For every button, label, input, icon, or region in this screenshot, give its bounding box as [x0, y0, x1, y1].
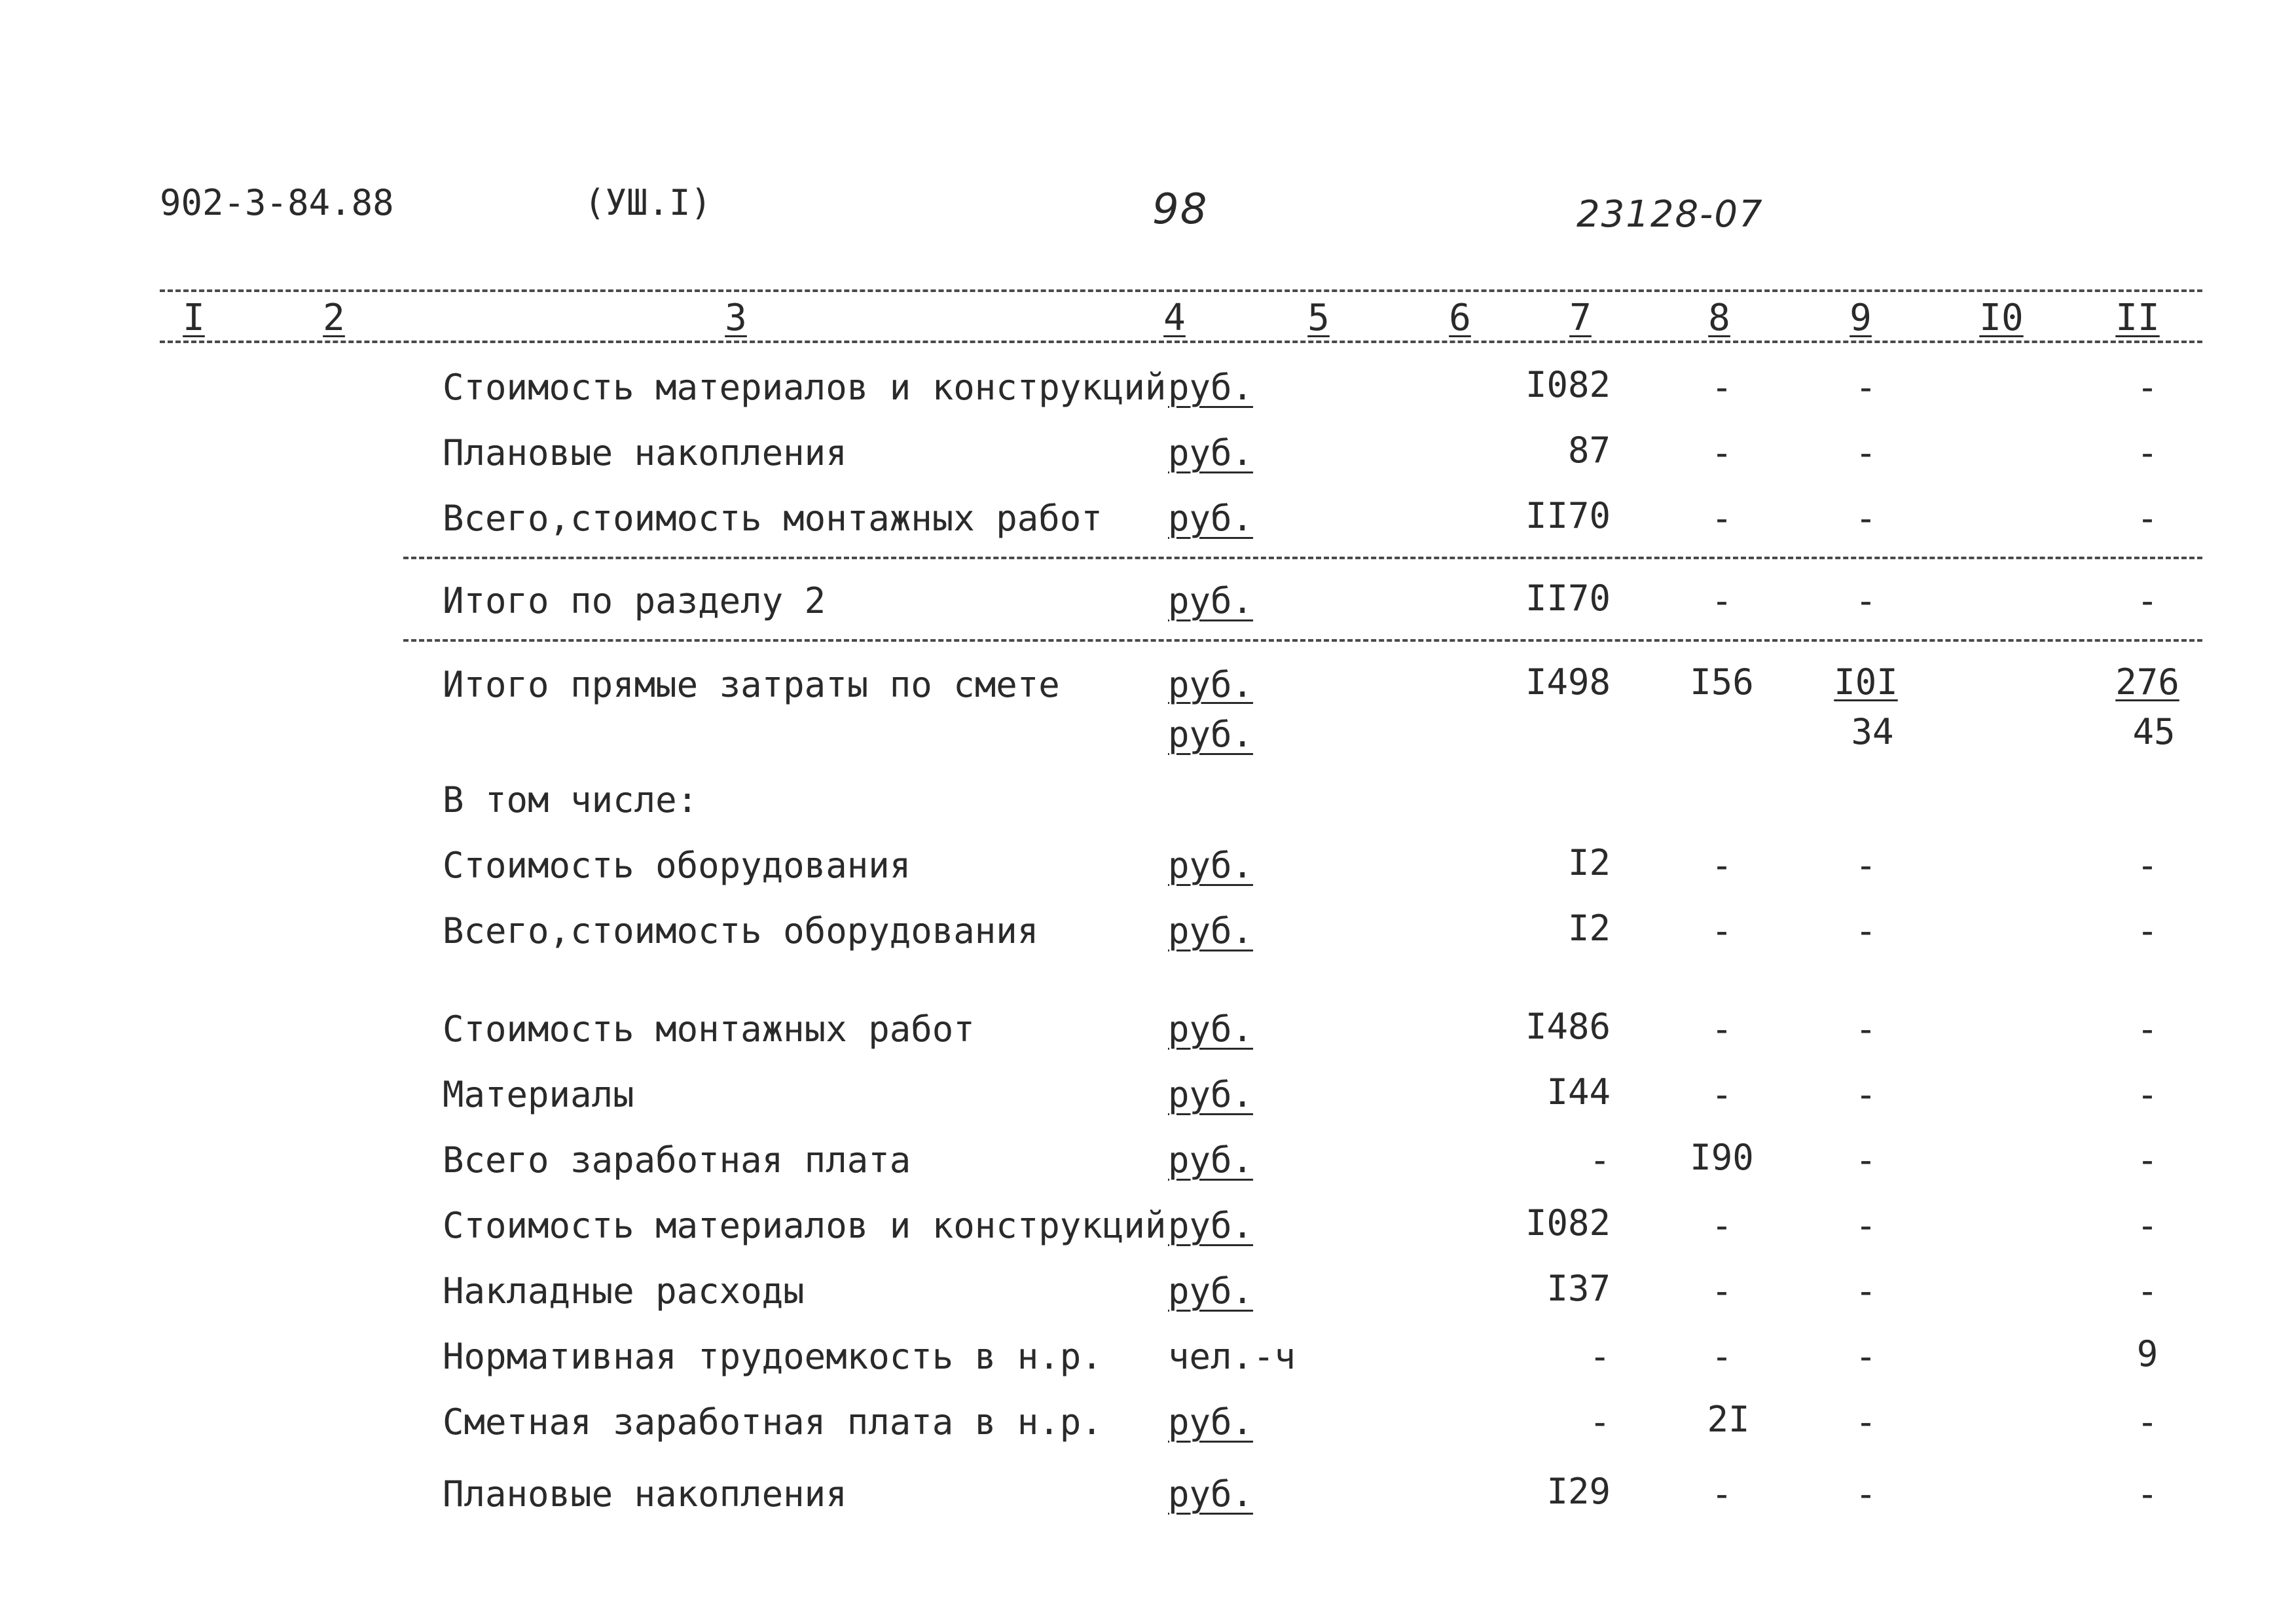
- row-name: Накладные расходы: [443, 1270, 805, 1312]
- row-unit: руб.: [1168, 432, 1254, 473]
- row-col8: -: [1711, 432, 1733, 473]
- row-col7: I082: [1525, 364, 1611, 405]
- row-col8: -: [1711, 1074, 1733, 1115]
- row-name: Всего,стоимость оборудования: [443, 910, 1039, 951]
- col-header-10: I0: [1979, 297, 2024, 339]
- row-col11: -: [2136, 580, 2159, 621]
- row-col7: I486: [1525, 1006, 1611, 1047]
- col-header-11: II: [2115, 297, 2160, 339]
- registration-number: 23128-07: [1576, 193, 1764, 236]
- row-name: Материалы: [443, 1074, 634, 1115]
- row-col11: -: [2136, 1270, 2159, 1312]
- row-col8: -: [1711, 498, 1733, 539]
- row-col9: I0I: [1834, 661, 1898, 703]
- row-col11: -: [2136, 1205, 2159, 1246]
- row-col8: -: [1711, 845, 1733, 886]
- row-col7: -: [1589, 1336, 1611, 1377]
- row-col8: -: [1711, 1336, 1733, 1377]
- row-col8: -: [1711, 910, 1733, 951]
- row-col9: -: [1855, 1336, 1877, 1377]
- row-unit: руб.: [1168, 580, 1254, 621]
- col-header-6: 6: [1449, 297, 1471, 339]
- row-col7: I44: [1546, 1071, 1611, 1113]
- row-col9-secondary: 34: [1851, 711, 1894, 752]
- header-top-rule: [160, 289, 2202, 292]
- row-name: Всего,стоимость монтажных работ: [443, 498, 1102, 539]
- row-col11: 9: [2136, 1333, 2159, 1375]
- row-unit: руб.: [1168, 1473, 1254, 1515]
- row-col8: -: [1711, 1473, 1733, 1515]
- row-col9: -: [1855, 580, 1877, 621]
- row-col11-secondary: 45: [2132, 711, 2176, 752]
- row-name: Стоимость монтажных работ: [443, 1008, 975, 1050]
- row-col7: I082: [1525, 1202, 1611, 1244]
- row-col11: -: [2136, 367, 2159, 408]
- row-col9: -: [1855, 910, 1877, 951]
- row-unit: руб.: [1168, 1270, 1254, 1312]
- col-header-8: 8: [1708, 297, 1730, 339]
- row-col8: -: [1711, 1008, 1733, 1050]
- row-col7: I2: [1567, 908, 1611, 949]
- header-bottom-rule: [160, 341, 2202, 343]
- row-col7: -: [1589, 1139, 1611, 1181]
- row-col9: -: [1855, 367, 1877, 408]
- col-header-9: 9: [1850, 297, 1872, 339]
- row-col9: -: [1855, 1401, 1877, 1443]
- row-col11: 276: [2115, 661, 2179, 703]
- row-col8: I56: [1690, 661, 1754, 703]
- row-col7: I29: [1546, 1471, 1611, 1512]
- row-col9: -: [1855, 432, 1877, 473]
- row-col9: -: [1855, 498, 1877, 539]
- col-header-1: I: [183, 297, 205, 339]
- row-name: Плановые накопления: [443, 432, 847, 473]
- row-col7: I37: [1546, 1268, 1611, 1309]
- col-header-7: 7: [1569, 297, 1592, 339]
- row-col8: -: [1711, 580, 1733, 621]
- row-col9: -: [1855, 1205, 1877, 1246]
- doc-code: 902-3-84.88: [160, 182, 394, 223]
- row-col8: -: [1711, 1270, 1733, 1312]
- row-col7: 87: [1567, 430, 1611, 471]
- row-name: Стоимость материалов и конструкций: [443, 367, 1167, 408]
- row-unit: руб.: [1168, 498, 1254, 539]
- col-header-5: 5: [1307, 297, 1330, 339]
- row-col11: -: [2136, 1074, 2159, 1115]
- row-unit: руб.: [1168, 845, 1254, 886]
- row-unit: руб.: [1168, 1205, 1254, 1246]
- col-header-2: 2: [323, 297, 345, 339]
- row-name: Плановые накопления: [443, 1473, 847, 1515]
- row-name: Нормативная трудоемкость в н.р.: [443, 1336, 1102, 1377]
- section-rule: [403, 557, 2202, 559]
- row-col11: -: [2136, 1473, 2159, 1515]
- row-unit: руб.: [1168, 664, 1254, 705]
- row-unit: руб.: [1168, 1401, 1254, 1443]
- row-unit-secondary: руб.: [1168, 714, 1254, 755]
- row-col11: -: [2136, 1008, 2159, 1050]
- row-col8: -: [1711, 1205, 1733, 1246]
- row-col11: -: [2136, 1139, 2159, 1181]
- row-col7: II70: [1525, 578, 1611, 619]
- row-col8: 2I: [1707, 1399, 1750, 1440]
- row-col7: I498: [1525, 661, 1611, 703]
- row-unit: руб.: [1168, 1008, 1254, 1050]
- row-col9: -: [1855, 845, 1877, 886]
- row-unit: руб.: [1168, 367, 1254, 408]
- row-col11: -: [2136, 910, 2159, 951]
- row-name: Сметная заработная плата в н.р.: [443, 1401, 1102, 1443]
- subsection-label: В том числе:: [443, 779, 699, 821]
- section-label: (УШ.I): [584, 182, 712, 223]
- row-name: Итого прямые затраты по смете: [443, 664, 1060, 705]
- row-col9: -: [1855, 1473, 1877, 1515]
- row-col9: -: [1855, 1074, 1877, 1115]
- row-unit: руб.: [1168, 910, 1254, 951]
- row-unit: руб.: [1168, 1139, 1254, 1181]
- row-col11: -: [2136, 498, 2159, 539]
- row-unit: чел.-ч: [1168, 1336, 1296, 1377]
- row-col11: -: [2136, 432, 2159, 473]
- row-col11: -: [2136, 845, 2159, 886]
- row-col8: I90: [1690, 1137, 1754, 1178]
- col-header-3: 3: [725, 297, 747, 339]
- row-unit: руб.: [1168, 1074, 1254, 1115]
- col-header-4: 4: [1163, 297, 1186, 339]
- row-col9: -: [1855, 1139, 1877, 1181]
- section-rule: [403, 639, 2202, 642]
- row-col7: I2: [1567, 842, 1611, 883]
- row-name: Стоимость оборудования: [443, 845, 911, 886]
- row-col9: -: [1855, 1008, 1877, 1050]
- row-col7: II70: [1525, 495, 1611, 536]
- row-col7: -: [1589, 1401, 1611, 1443]
- row-col8: -: [1711, 367, 1733, 408]
- row-col11: -: [2136, 1401, 2159, 1443]
- row-name: Стоимость материалов и конструкций: [443, 1205, 1167, 1246]
- row-col9: -: [1855, 1270, 1877, 1312]
- page-number: 98: [1152, 185, 1209, 234]
- row-name: Всего заработная плата: [443, 1139, 911, 1181]
- row-name: Итого по разделу 2: [443, 580, 826, 621]
